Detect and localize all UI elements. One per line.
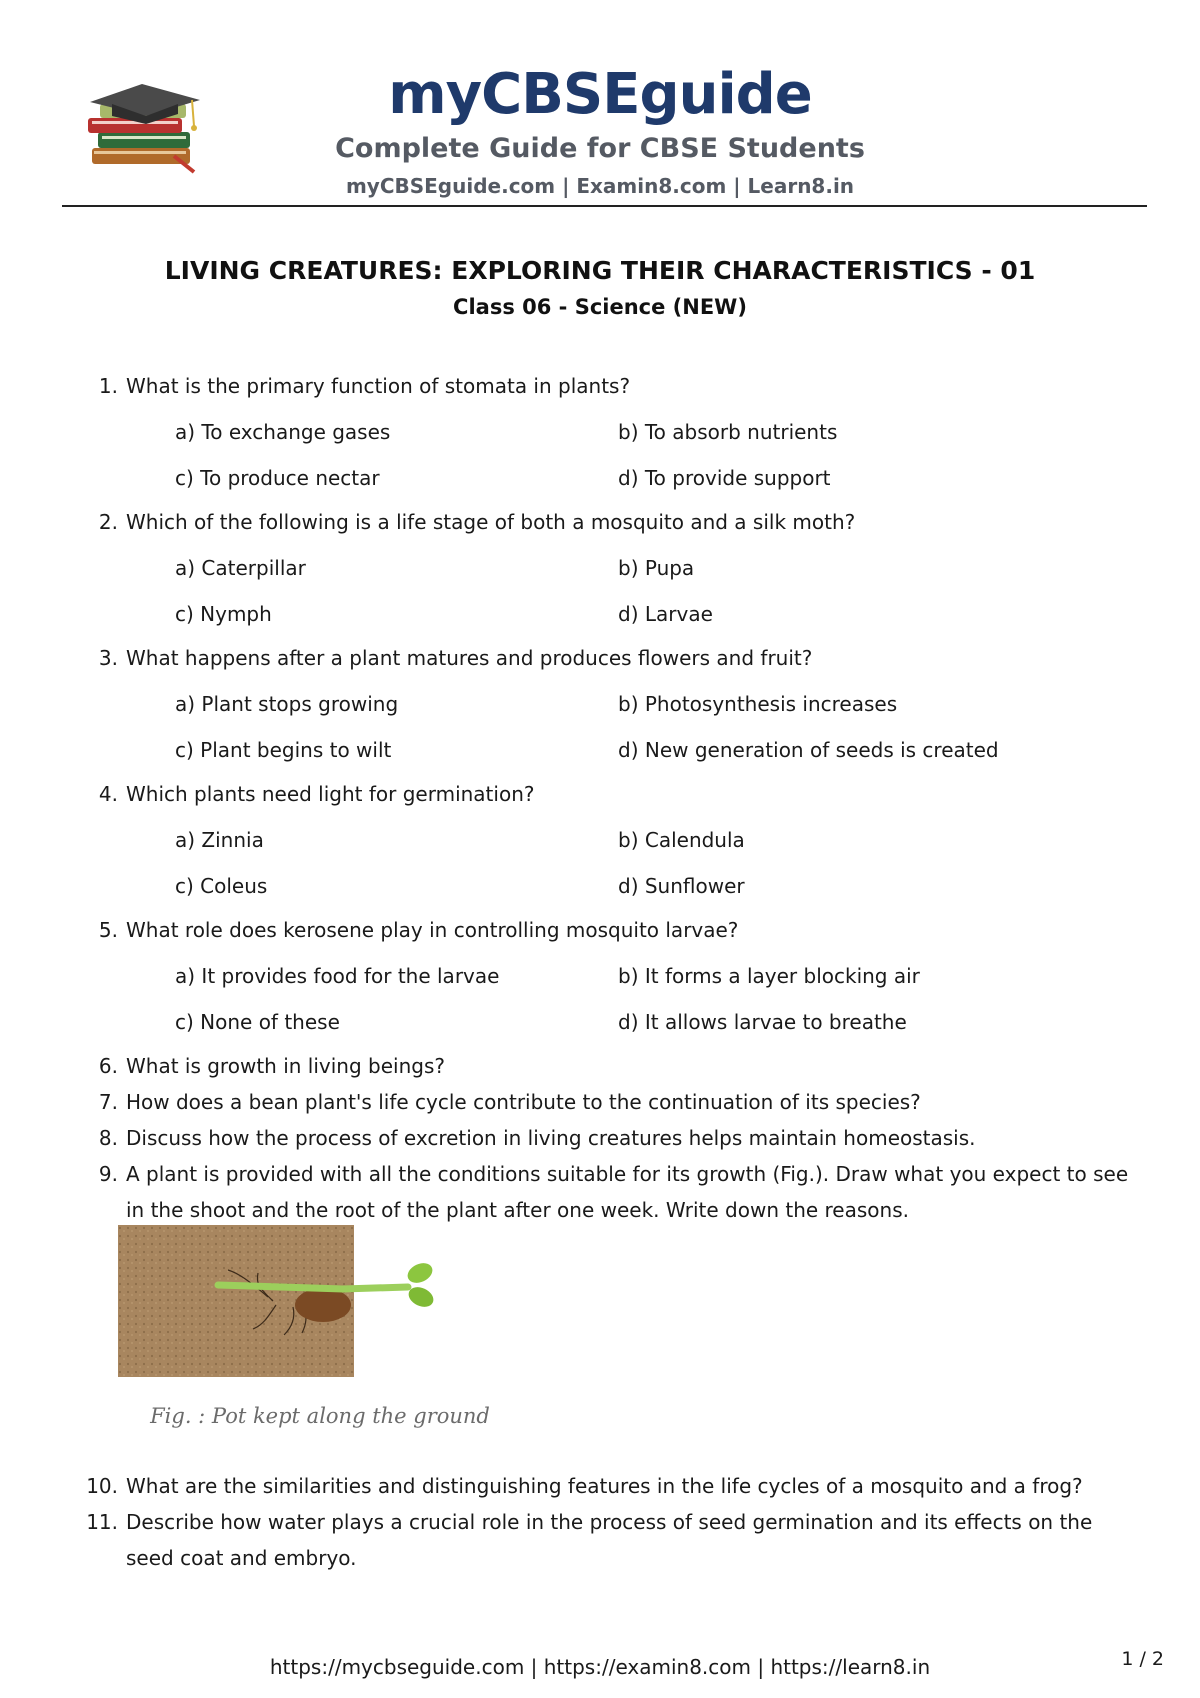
question-text: What role does kerosene play in controlling mosquito larvae? bbox=[126, 918, 739, 942]
footer-links: https://mycbseguide.com | https://examin8.com | https://learn8.in bbox=[269, 1655, 931, 1679]
page-number: 1 / 2 bbox=[1121, 1648, 1164, 1670]
question-5 bbox=[90, 912, 1130, 948]
question-6 bbox=[90, 1048, 1130, 1084]
document-subtitle: Class 06 - Science (NEW) bbox=[453, 295, 747, 319]
option-b: b) Pupa bbox=[618, 556, 695, 580]
question-text: Which of the following is a life stage of both a mosquito and a silk moth? bbox=[126, 510, 856, 534]
document-title: LIVING CREATURES: EXPLORING THEIR CHARACTERISTICS - 01 bbox=[164, 256, 1036, 285]
figure-caption: Fig. : Pot kept along the ground bbox=[150, 1404, 490, 1428]
option-c: c) To produce nectar bbox=[175, 466, 380, 490]
question-text: What is the primary function of stomata in plants? bbox=[126, 374, 631, 398]
option-d: d) Sunflower bbox=[618, 874, 745, 898]
option-b: b) Calendula bbox=[618, 828, 745, 852]
question-2 bbox=[90, 504, 1130, 540]
question-11 bbox=[86, 1504, 1130, 1576]
brand-title: myCBSEguide bbox=[388, 62, 812, 127]
question-number: 10. bbox=[86, 1474, 118, 1498]
option-a: a) Zinnia bbox=[175, 828, 264, 852]
page-header bbox=[0, 0, 1200, 210]
question-number: 7. bbox=[98, 1090, 118, 1114]
question-number: 3. bbox=[98, 646, 118, 670]
question-number: 6. bbox=[98, 1054, 118, 1078]
question-number: 4. bbox=[98, 782, 118, 806]
option-c: c) Nymph bbox=[175, 602, 272, 626]
option-a: a) Caterpillar bbox=[175, 556, 306, 580]
option-d: d) Larvae bbox=[618, 602, 713, 626]
brand-tagline: Complete Guide for CBSE Students bbox=[335, 133, 865, 164]
option-b: b) Photosynthesis increases bbox=[618, 692, 898, 716]
question-3 bbox=[90, 640, 1130, 676]
option-d: d) To provide support bbox=[618, 466, 831, 490]
question-1 bbox=[90, 368, 1130, 404]
option-c: c) Plant begins to wilt bbox=[175, 738, 392, 762]
brand-links: myCBSEguide.com | Examin8.com | Learn8.in bbox=[345, 174, 855, 198]
question-number: 1. bbox=[98, 374, 118, 398]
pot-along-ground-figure bbox=[118, 1225, 448, 1385]
question-7 bbox=[90, 1084, 1130, 1120]
question-number: 2. bbox=[98, 510, 118, 534]
question-9 bbox=[90, 1156, 1130, 1228]
question-text: Discuss how the process of excretion in living creatures helps maintain homeostasis. bbox=[126, 1126, 976, 1150]
question-text: What is growth in living beings? bbox=[126, 1054, 445, 1078]
question-text: How does a bean plant's life cycle contribute to the continuation of its species? bbox=[126, 1090, 921, 1114]
question-text: Which plants need light for germination? bbox=[126, 782, 535, 806]
option-b: b) To absorb nutrients bbox=[618, 420, 838, 444]
header-divider bbox=[62, 205, 1147, 207]
question-8 bbox=[90, 1120, 1130, 1156]
option-a: a) It provides food for the larvae bbox=[175, 964, 500, 988]
question-number: 11. bbox=[86, 1510, 118, 1534]
option-c: c) Coleus bbox=[175, 874, 268, 898]
question-text: What happens after a plant matures and produces flowers and fruit? bbox=[126, 646, 813, 670]
question-text: A plant is provided with all the conditions suitable for its growth (Fig.). Draw what you expect to see in the shoot and the root of the plant after one week. Write down the reasons. bbox=[126, 1162, 1129, 1222]
question-10 bbox=[86, 1468, 1130, 1504]
option-c: c) None of these bbox=[175, 1010, 340, 1034]
question-number: 5. bbox=[98, 918, 118, 942]
option-b: b) It forms a layer blocking air bbox=[618, 964, 920, 988]
option-a: a) Plant stops growing bbox=[175, 692, 399, 716]
question-text: Describe how water plays a crucial role in the process of seed germination and its effects on the seed coat and embryo. bbox=[126, 1510, 1093, 1570]
option-a: a) To exchange gases bbox=[175, 420, 391, 444]
question-text: What are the similarities and distinguishing features in the life cycles of a mosquito and a frog? bbox=[126, 1474, 1083, 1498]
question-4 bbox=[90, 776, 1130, 812]
option-d: d) It allows larvae to breathe bbox=[618, 1010, 907, 1034]
question-number: 9. bbox=[98, 1162, 118, 1186]
question-number: 8. bbox=[98, 1126, 118, 1150]
option-d: d) New generation of seeds is created bbox=[618, 738, 999, 762]
